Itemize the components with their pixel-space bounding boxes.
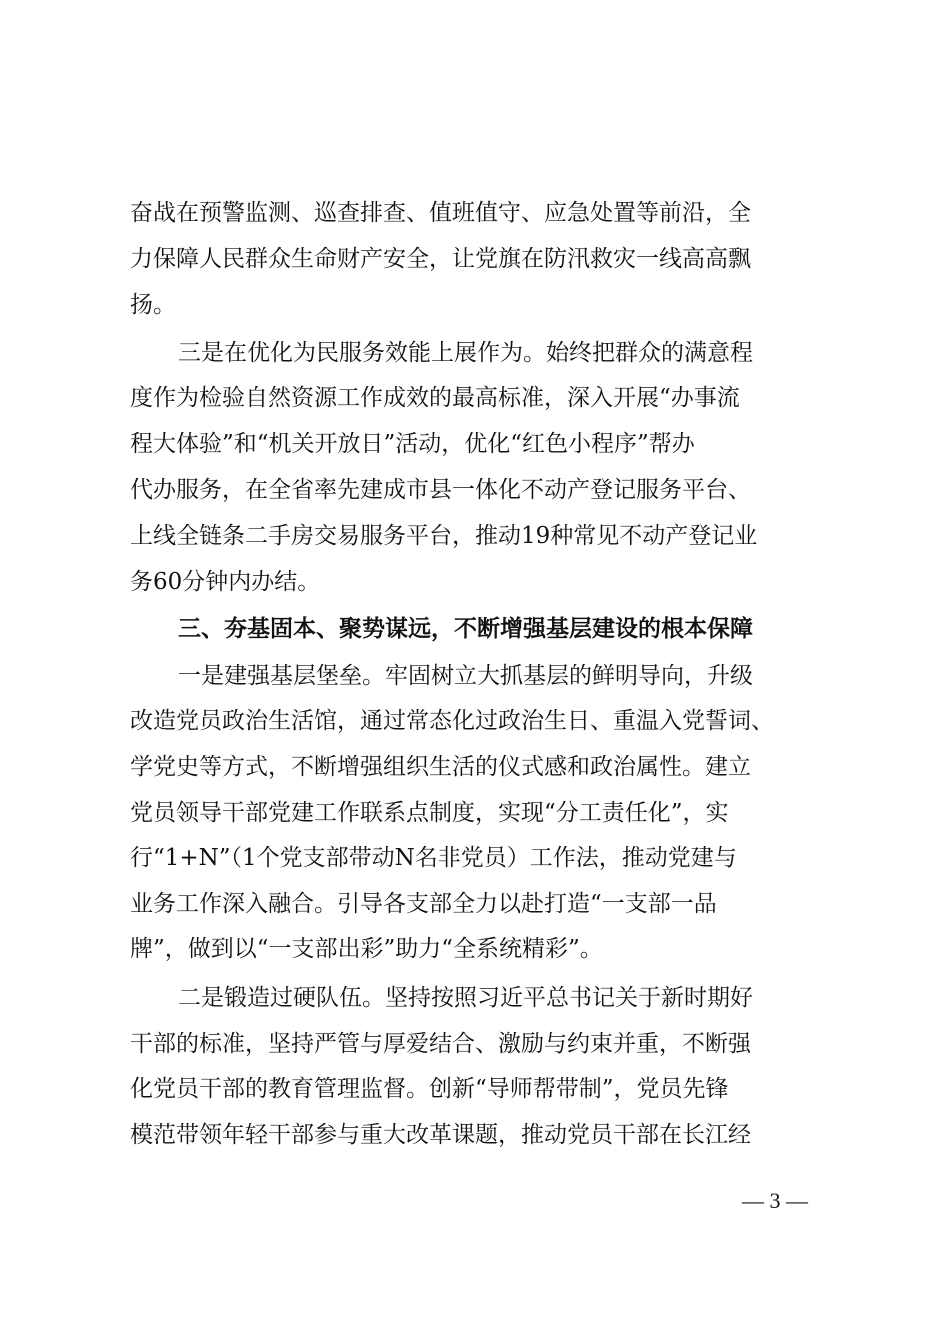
paragraph-first-line: 一是建强基层堡垒。牢固树立大抓基层的鲜明导向，升级 [178, 663, 753, 689]
paragraph-first-line: 三是在优化为民服务效能上展作为。始终把群众的满意程 [178, 340, 753, 366]
paragraph-line: 力保障人民群众生命财产安全，让党旗在防汛救灾一线高高飘 [130, 246, 751, 272]
paragraph-line: 代办服务，在全省率先建成市县一体化不动产登记服务平台、 [130, 477, 751, 503]
page-number: — 3 — [742, 1188, 808, 1213]
paragraph-line: 改造党员政治生活馆，通过常态化过政治生日、重温入党誓词、 [130, 708, 774, 734]
paragraph-line: 务60分钟内办结。 [130, 569, 321, 595]
paragraph-line: 度作为检验自然资源工作成效的最高标准，深入开展“办事流 [130, 385, 740, 411]
paragraph-line: 化党员干部的教育管理监督。创新“导师帮带制”，党员先锋 [130, 1076, 729, 1102]
paragraph-line: 牌”，做到以“一支部出彩”助力“全系统精彩”。 [130, 936, 603, 962]
paragraph-line: 业务工作深入融合。引导各支部全力以赴打造“一支部一品 [130, 891, 717, 917]
paragraph-line: 扬。 [130, 292, 176, 318]
paragraph-line: 程大体验”和“机关开放日”活动，优化“红色小程序”帮办 [130, 431, 695, 457]
paragraph-line: 上线全链条二手房交易服务平台，推动19种常见不动产登记业 [130, 523, 758, 549]
paragraph-line: 行“1+N”（1个党支部带动N名非党员）工作法，推动党建与 [130, 845, 737, 871]
paragraph-line: 干部的标准，坚持严管与厚爱结合、激励与约束并重，不断强 [130, 1031, 751, 1057]
section-heading: 三、夯基固本、聚势谋远，不断增强基层建设的根本保障 [178, 616, 753, 642]
paragraph-line: 党员领导干部党建工作联系点制度，实现“分工责任化”，实 [130, 800, 729, 826]
paragraph-line: 模范带领年轻干部参与重大改革课题，推动党员干部在长江经 [130, 1122, 751, 1148]
paragraph-line: 学党史等方式，不断增强组织生活的仪式感和政治属性。建立 [130, 754, 751, 780]
paragraph-first-line: 二是锻造过硬队伍。坚持按照习近平总书记关于新时期好 [178, 985, 753, 1011]
paragraph-line: 奋战在预警监测、巡查排查、值班值守、应急处置等前沿，全 [130, 200, 751, 226]
